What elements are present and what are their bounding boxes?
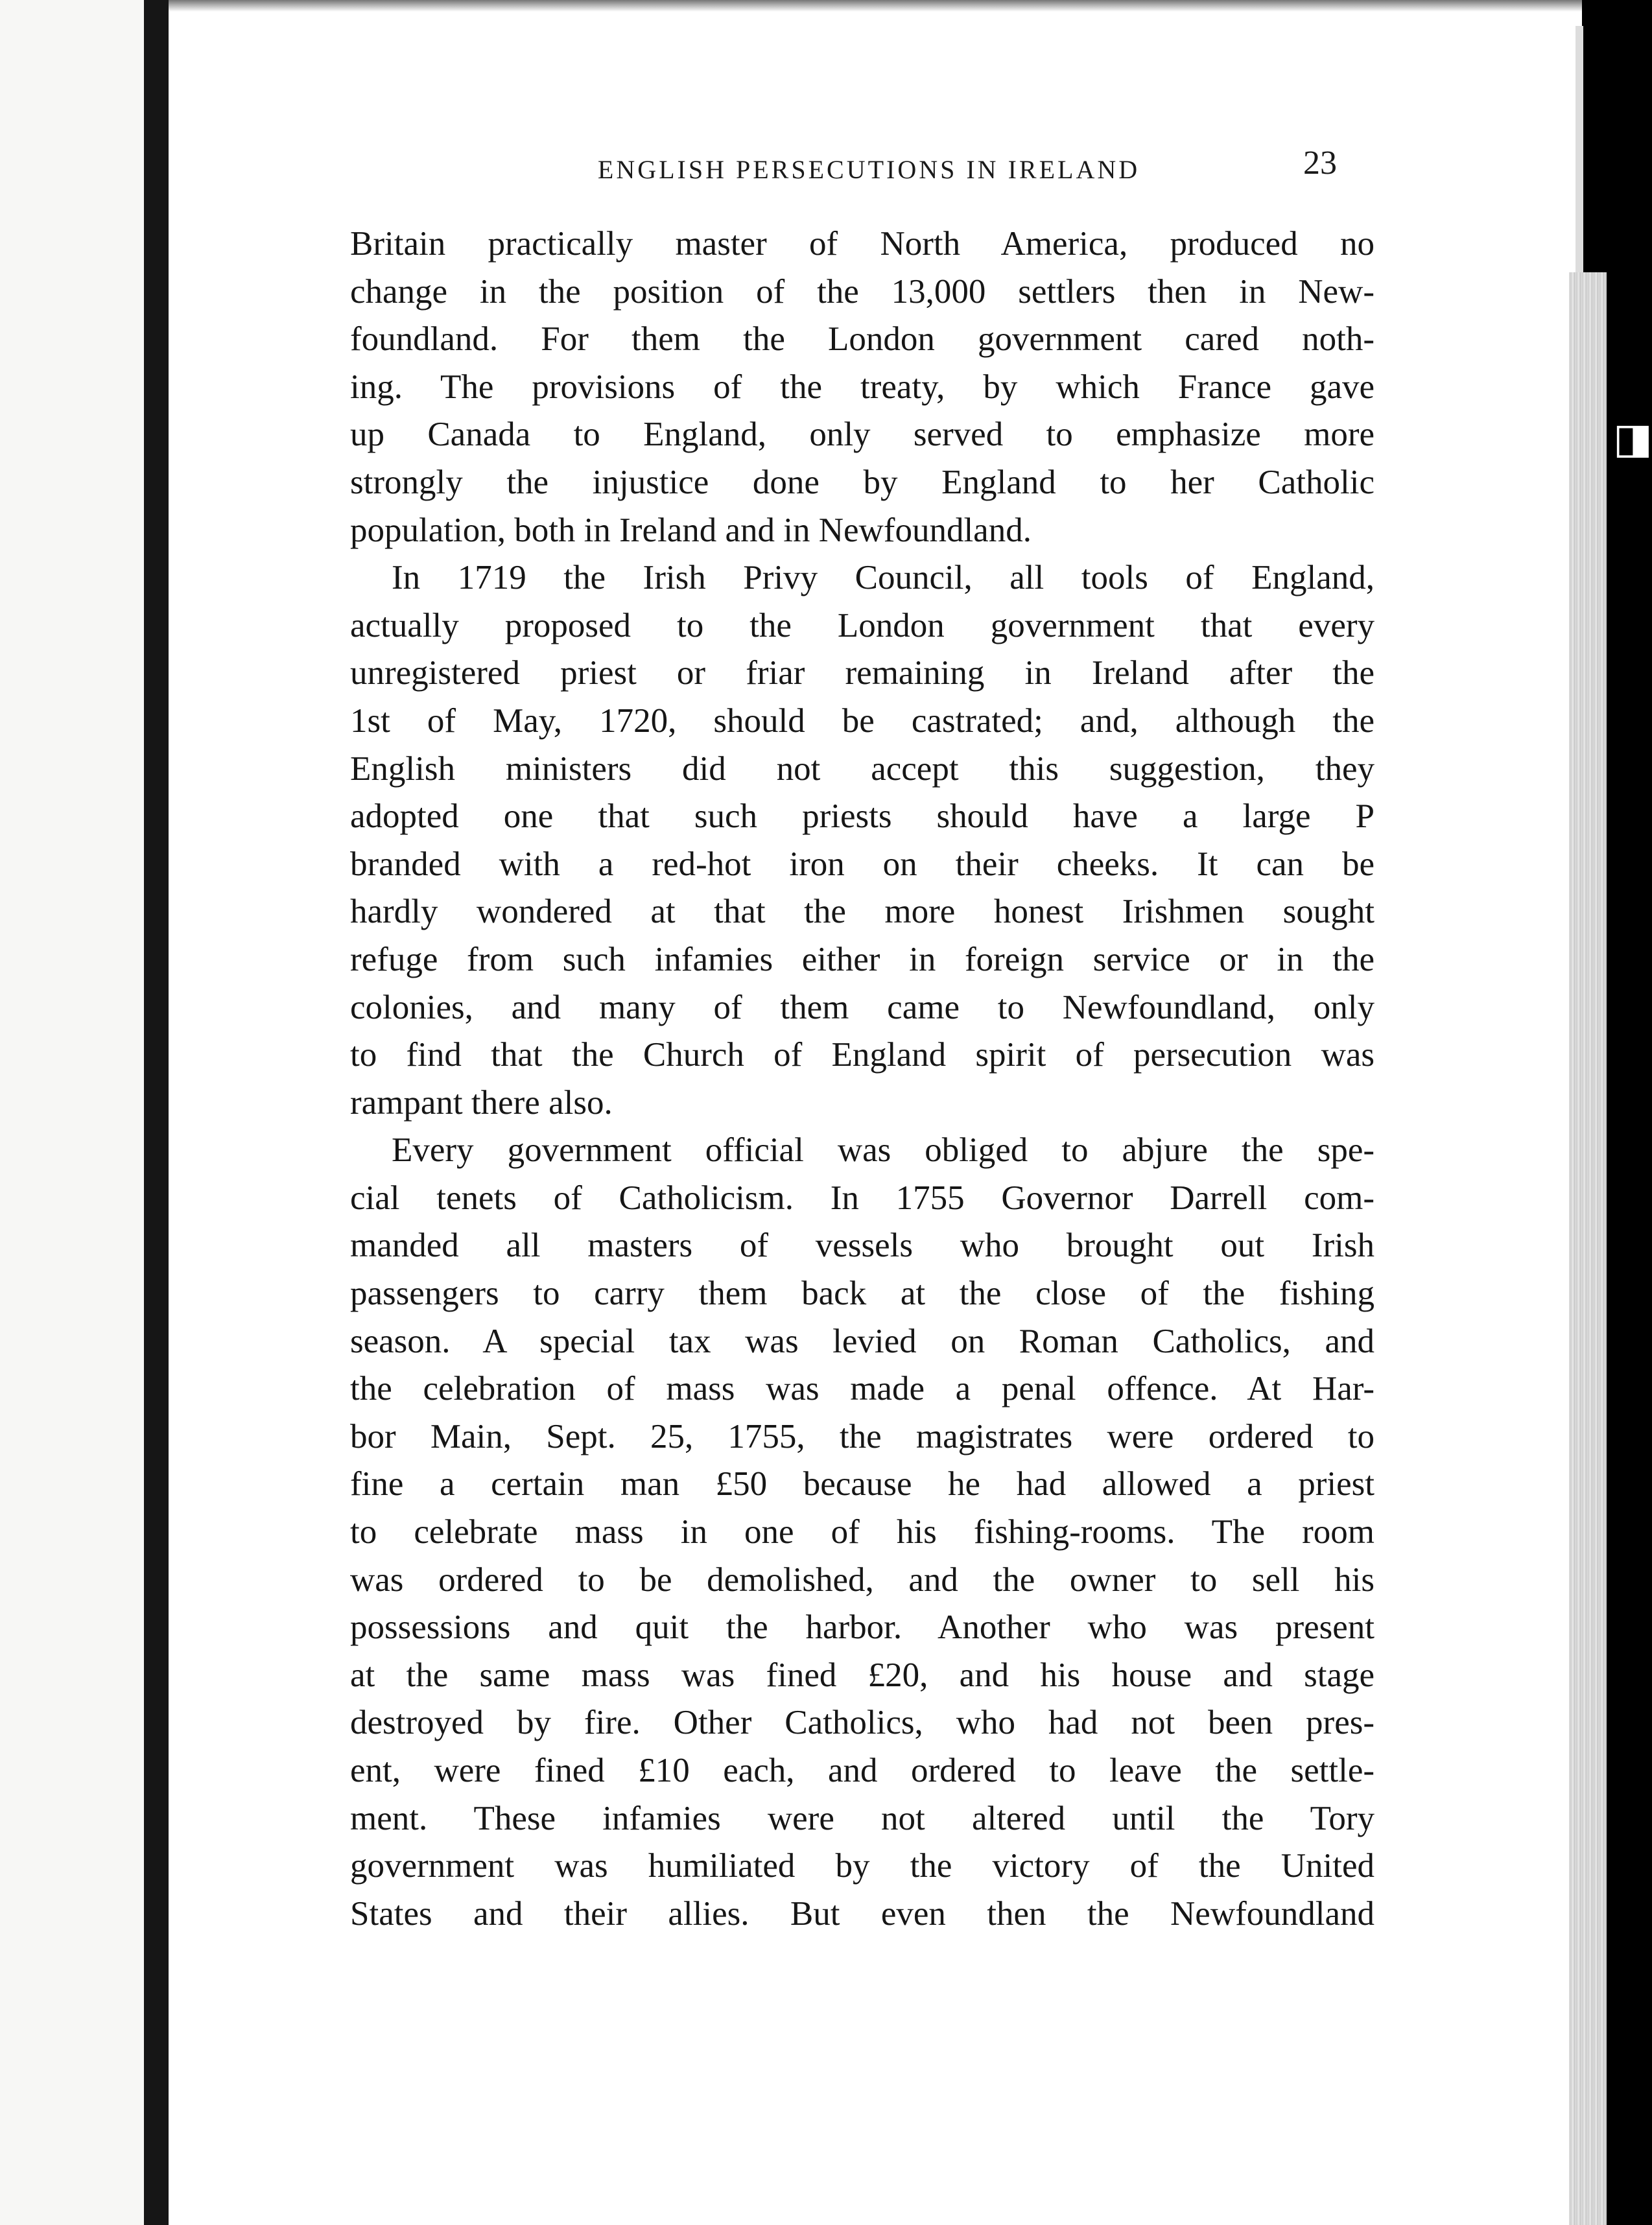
text-line: passengers to carry them back at the close of the fishing: [350, 1275, 1375, 1313]
paragraph-first-line: In 1719 the Irish Privy Council, all tools of England,: [392, 559, 1375, 597]
text-line: adopted one that such priests should have a large P: [350, 797, 1375, 836]
text-line: refuge from such infamies either in foreign service or in the: [350, 940, 1375, 978]
text-line: ing. The provisions of the treaty, by which France gave: [350, 368, 1375, 406]
running-head: ENGLISH PERSECUTIONS IN IRELAND: [597, 155, 1140, 184]
text-line: was ordered to be demolished, and the owner to sell his: [350, 1560, 1375, 1599]
text-line: foundland. For them the London government cared noth-: [350, 320, 1375, 359]
page-stack-top: [1575, 26, 1583, 272]
text-line: population, both in Ireland and in Newfoundland.: [350, 511, 1032, 549]
page-stack-edge: [1569, 272, 1607, 2225]
text-line: to find that the Church of England spirit of persecution was: [350, 1036, 1375, 1074]
text-line: government was humiliated by the victory of the United: [350, 1847, 1375, 1885]
text-line: possessions and quit the harbor. Another who was present: [350, 1608, 1375, 1647]
text-line: manded all masters of vessels who brought out Irish: [350, 1227, 1375, 1265]
page-number: 23: [1303, 145, 1337, 182]
text-line: English ministers did not accept this suggestion, they: [350, 749, 1375, 788]
paragraph-first-line: Every government official was obliged to abjure the spe-: [392, 1131, 1375, 1170]
text-line: 1st of May, 1720, should be castrated; and, although the: [350, 701, 1375, 740]
text-line: cial tenets of Catholicism. In 1755 Governor Darrell com-: [350, 1179, 1375, 1217]
text-line: change in the position of the 13,000 settlers then in New-: [350, 272, 1375, 311]
text-line: bor Main, Sept. 25, 1755, the magistrates were ordered to: [350, 1417, 1375, 1455]
text-line: strongly the injustice done by England to her Catholic: [350, 463, 1375, 501]
text-line: destroyed by fire. Other Catholics, who had not been pres-: [350, 1704, 1375, 1742]
text-line: fine a certain man £50 because he had allowed a priest: [350, 1465, 1375, 1503]
text-line: hardly wondered at that the more honest Irishmen sought: [350, 893, 1375, 931]
text-line: branded with a red-hot iron on their cheeks. It can be: [350, 845, 1375, 883]
text-line: States and their allies. But even then the Newfoundland: [350, 1894, 1375, 1933]
body-text: [350, 220, 1375, 1938]
text-line: the celebration of mass was made a penal offence. At Har-: [350, 1370, 1375, 1408]
text-line: to celebrate mass in one of his fishing-rooms. The room: [350, 1513, 1375, 1551]
text-line: ent, were fined £10 each, and ordered to leave the settle-: [350, 1752, 1375, 1789]
text-line: ment. These infamies were not altered until the Tory: [350, 1799, 1375, 1837]
text-line: up Canada to England, only served to emphasize more: [350, 416, 1375, 454]
text-line: season. A special tax was levied on Roman Catholics, and: [350, 1322, 1375, 1360]
text-line: at the same mass was fined £20, and his house and stage: [350, 1656, 1375, 1694]
page-tab-icon: ◨: [1613, 415, 1652, 463]
text-line: colonies, and many of them came to Newfoundland, only: [350, 988, 1375, 1026]
text-line: rampant there also.: [350, 1083, 613, 1122]
page-top-shadow: [169, 0, 1582, 12]
facing-page-margin: [0, 0, 144, 2225]
text-line: unregistered priest or friar remaining in Ireland after the: [350, 654, 1375, 692]
binding-gutter: [144, 0, 169, 2225]
text-line: actually proposed to the London government that every: [350, 606, 1375, 644]
text-line: Britain practically master of North America, produced no: [350, 225, 1375, 263]
